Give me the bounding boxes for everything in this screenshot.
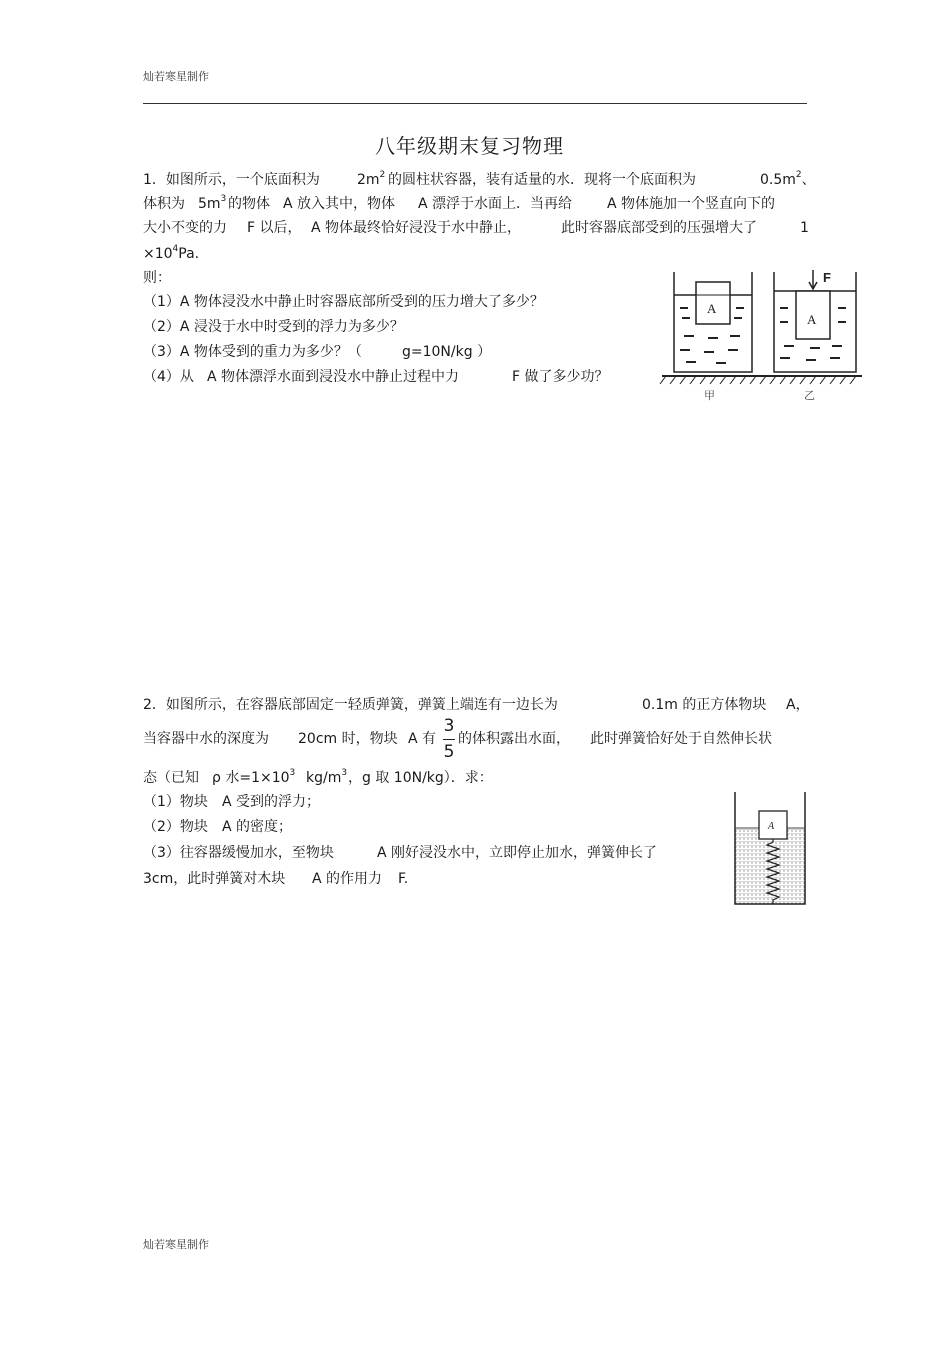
footer-watermark: 灿若寒星制作 [143, 1238, 209, 1251]
q2-subquestion-2-a: （2）物块 [143, 819, 208, 835]
q2-subquestion-4-c: F. [398, 871, 409, 887]
q1-figure-caption-right: 乙 [804, 389, 815, 402]
q1-subquestion-4-c: F 做了多少功？ [512, 369, 609, 385]
q2-figure-block-label: A [768, 821, 775, 832]
q2-subquestion-1-a: （1）物块 [143, 794, 208, 810]
q1-line3-d: 此时容器底部受到的压强增大了 [561, 220, 757, 236]
q2-line2-c: A 有 [408, 731, 437, 747]
q1-line3-c: A 物体最终恰好浸没于水中静止， [311, 220, 522, 236]
q1-line1-c: 的圆柱状容器，装有适量的水．现将一个底面积为 [388, 172, 696, 188]
q2-subquestion-3-a: （3）往容器缓慢加水，至物块 [143, 845, 334, 861]
q2-figure [731, 790, 811, 908]
q2-subquestion-3-b: A 刚好浸没水中，立即停止加水，弹簧伸长了 [377, 845, 658, 861]
q1-line2-d: A 放入其中，物体 [283, 196, 396, 212]
q2-fraction-numerator: 3 [443, 716, 455, 736]
q1-line3-e: 1 [800, 220, 809, 236]
q1-figure-block-left: A [707, 301, 717, 316]
header-watermark: 灿若寒星制作 [143, 70, 209, 83]
q1-then: 则： [143, 270, 171, 286]
q2-subquestion-2-b: A 的密度； [222, 819, 293, 835]
q2-fraction-denominator: 5 [443, 742, 455, 762]
q1-line4: $\times 10^4Pa$. [143, 244, 200, 262]
q1-line3-a: 大小不变的力 [143, 220, 227, 236]
q2-line1-a: 2．如图所示，在容器底部固定一轻质弹簧，弹簧上端连有一边长为 [143, 697, 558, 713]
q2-line1-c: A， [786, 697, 810, 713]
q1-subquestion-4-b: A 物体漂浮水面到浸没水中静止过程中力 [207, 369, 460, 385]
q2-subquestion-4-b: A 的作用力 [312, 871, 383, 887]
q1-figure-force-label: F [823, 270, 831, 285]
page-title: 八年级期末复习物理 [375, 134, 564, 158]
q1-subquestion-1: （1）A 物体浸没水中静止时容器底部所受到的压力增大了多少？ [143, 294, 544, 310]
q1-line2-a: 体积为 [143, 196, 185, 212]
q2-subquestion-4-a: 3cm，此时弹簧对木块 [143, 871, 286, 887]
q1-line1-a: 1．如图所示，一个底面积为 [143, 172, 320, 188]
q2-line3-a: 态（已知 [143, 770, 199, 786]
q1-line3-b: F 以后， [247, 220, 302, 236]
q1-subquestion-4-a: （4）从 [143, 369, 194, 385]
q2-line2-b: 20cm 时，物块 [298, 731, 398, 747]
q2-subquestion-1-b: A 受到的浮力； [222, 794, 321, 810]
q1-figure [660, 268, 865, 408]
q1-line1-b: $2m^2$ [357, 170, 386, 188]
q2-line1-b: 0.1m 的正方体物块 [642, 697, 767, 713]
q1-subquestion-3-a: （3）A 物体受到的重力为多少？（ [143, 344, 362, 360]
q2-line3-b: ρ 水$=1\times 10^3$ [212, 768, 296, 786]
q2-line2-a: 当容器中水的深度为 [143, 731, 269, 747]
q1-line1-d: $0.5m^2$、 [760, 170, 816, 188]
q1-line2-c: 的物体 [228, 196, 270, 212]
q2-line2-d: 的体积露出水面， [458, 731, 570, 747]
q1-subquestion-2: （2）A 浸没于水中时受到的浮力为多少？ [143, 319, 404, 335]
q1-figure-caption-left: 甲 [704, 389, 715, 402]
q2-line3-c: $kg/m^3$ [306, 768, 348, 786]
q1-line2-e: A 漂浮于水面上．当再给 [418, 196, 573, 212]
q2-fraction-bar [443, 739, 455, 740]
header-rule [143, 103, 807, 104]
q1-line2-b: $5m^3$ [198, 194, 227, 212]
q1-subquestion-3-b: g=10N/kg ） [402, 344, 492, 360]
q2-line3-d: ，g 取 10N/kg）．求： [348, 770, 493, 786]
q1-line2-f: A 物体施加一个竖直向下的 [607, 196, 776, 212]
q1-figure-block-right: A [807, 312, 817, 327]
q2-line2-e: 此时弹簧恰好处于自然伸长状 [590, 731, 772, 747]
